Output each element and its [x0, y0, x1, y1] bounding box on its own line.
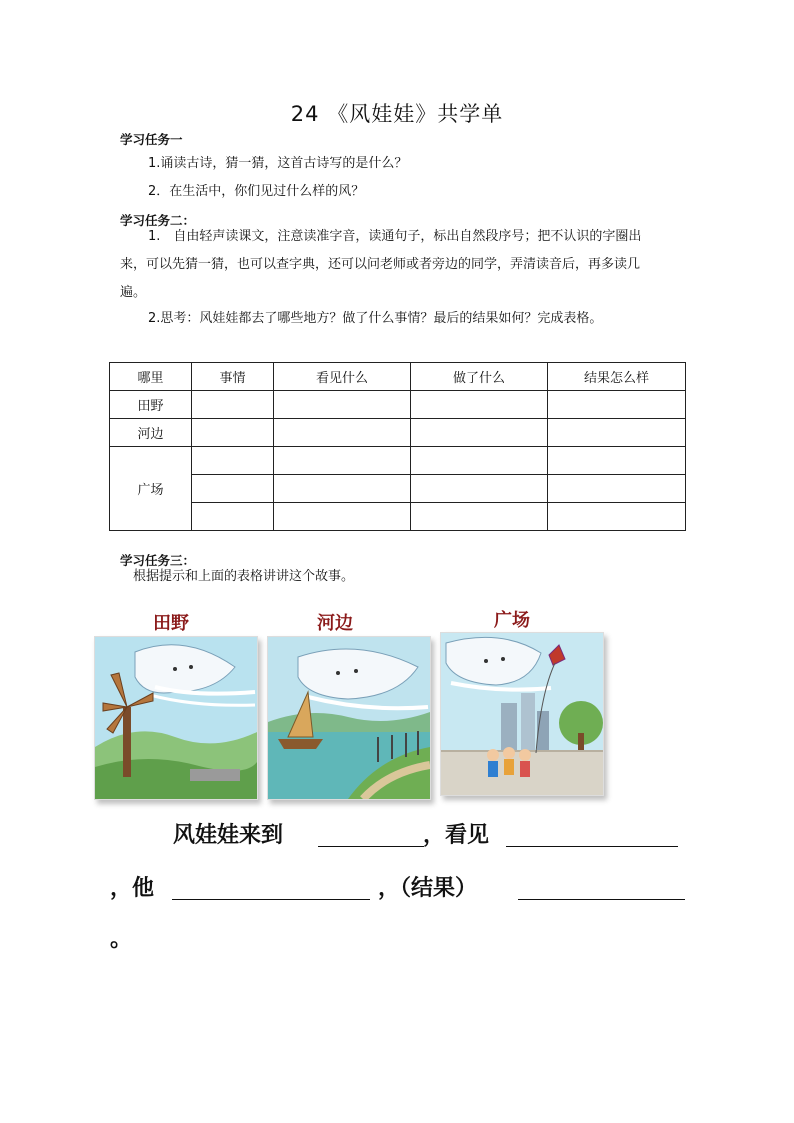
table-cell[interactable]	[274, 419, 411, 447]
blank-saw[interactable]	[506, 826, 678, 847]
image-label-field: 田野	[153, 613, 189, 634]
table-cell[interactable]	[274, 503, 411, 531]
table-cell[interactable]	[411, 391, 548, 419]
story-part-3: ，他	[110, 875, 155, 901]
story-part-2: ，看见	[423, 822, 490, 848]
table-cell[interactable]	[192, 503, 274, 531]
task2-item1-line1: 1. 自由轻声读课文，注意读准字音，读通句子，标出自然段序号；把不认识的字圈出	[148, 229, 642, 244]
illustration-field	[94, 636, 258, 800]
table-row-label: 广场	[110, 447, 192, 531]
table-cell[interactable]	[411, 419, 548, 447]
task2-heading: 学习任务二：	[120, 213, 196, 228]
table-cell[interactable]	[192, 391, 274, 419]
illustration-square	[440, 632, 604, 796]
task2-item1-line2: 来，可以先猜一猜，也可以查字典，还可以问老师或者旁边的同学，弄清读音后，再多读几	[120, 257, 641, 272]
table-cell[interactable]	[274, 391, 411, 419]
table-cell[interactable]	[548, 447, 686, 475]
table-cell[interactable]	[274, 447, 411, 475]
table-cell[interactable]	[411, 475, 548, 503]
table-header-did: 做了什么	[411, 363, 548, 391]
table-cell[interactable]	[192, 475, 274, 503]
table-row-label: 田野	[110, 391, 192, 419]
blank-place[interactable]	[318, 826, 424, 847]
story-part-1: 风娃娃来到	[173, 822, 284, 848]
illustration-riverside	[267, 636, 431, 800]
image-label-riverside: 河边	[317, 613, 353, 634]
task1-heading: 学习任务一	[120, 132, 183, 147]
table-cell[interactable]	[192, 447, 274, 475]
table-header-result: 结果怎么样	[548, 363, 686, 391]
task3-text: 根据提示和上面的表格讲讲这个故事。	[133, 569, 355, 584]
table-cell[interactable]	[548, 419, 686, 447]
task3-heading: 学习任务三：	[120, 553, 196, 568]
task2-item2: 2.思考：风娃娃都去了哪些地方？做了什么事情？最后的结果如何？完成表格。	[148, 311, 603, 326]
table-cell[interactable]	[411, 503, 548, 531]
table-header-event: 事情	[192, 363, 274, 391]
table-cell[interactable]	[274, 475, 411, 503]
worksheet-table	[109, 362, 686, 531]
blank-did[interactable]	[172, 879, 370, 900]
table-header-where: 哪里	[110, 363, 192, 391]
page-title: 24 《风娃娃》共学单	[290, 102, 504, 126]
table-cell[interactable]	[192, 419, 274, 447]
task1-item-1: 1.诵读古诗，猜一猜，这首古诗写的是什么？	[148, 156, 408, 171]
table-cell[interactable]	[548, 503, 686, 531]
task2-item1-line3: 遍。	[120, 285, 147, 300]
table-row-label: 河边	[110, 419, 192, 447]
image-label-square: 广场	[494, 610, 530, 631]
story-part-5: 。	[110, 926, 133, 952]
table-cell[interactable]	[548, 391, 686, 419]
table-cell[interactable]	[411, 447, 548, 475]
table-cell[interactable]	[548, 475, 686, 503]
task1-item-2: 2．在生活中，你们见过什么样的风？	[148, 184, 365, 199]
blank-result[interactable]	[518, 879, 685, 900]
table-header-saw: 看见什么	[274, 363, 411, 391]
story-part-4: ，（结果）	[378, 875, 478, 901]
